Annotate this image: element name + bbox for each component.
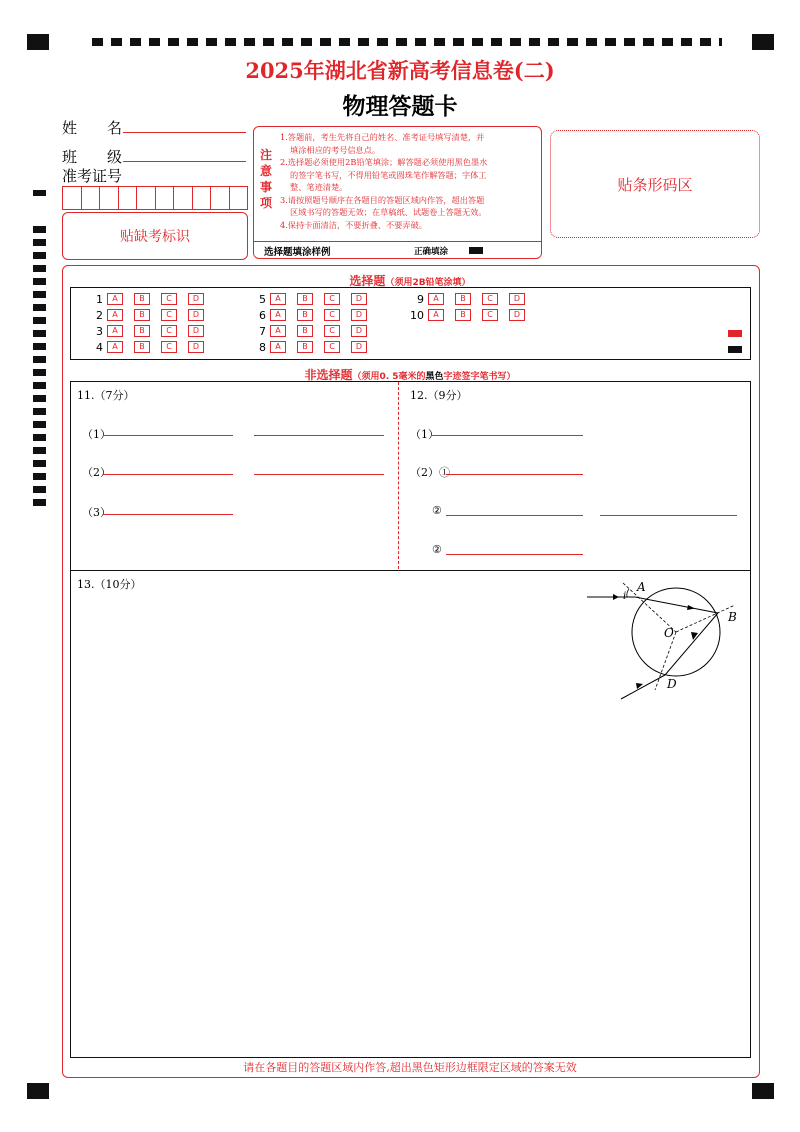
choice-question-4: [87, 340, 215, 354]
q12-part2b-label: ②: [432, 504, 442, 517]
choice-bubble-3-c[interactable]: C: [161, 325, 177, 337]
choice-section-note: （须用2B铅笔涂填）: [385, 278, 471, 288]
choice-bubble-4-d[interactable]: D: [188, 341, 204, 353]
registration-mark-top-right: [752, 34, 774, 50]
q11-part2-blank-a[interactable]: [103, 474, 233, 475]
q11-part3-blank[interactable]: [103, 514, 233, 515]
answer-sheet-title: 物理答题卡: [342, 94, 458, 120]
choice-question-1: [87, 292, 215, 306]
normal-at-a: [623, 583, 676, 632]
choice-bubble-10-a[interactable]: A: [428, 309, 444, 321]
choice-bubble-2-b[interactable]: B: [134, 309, 150, 321]
q11-part2-label: （2）: [82, 466, 111, 479]
nonchoice-note-prefix: （须用0. 5毫米的: [352, 372, 426, 382]
choice-bubble-6-a[interactable]: A: [270, 309, 286, 321]
choice-bubble-2-c[interactable]: C: [161, 309, 177, 321]
q12-part2c-label: ②: [432, 543, 442, 556]
choice-bubble-7-b[interactable]: B: [297, 325, 313, 337]
choice-bubble-9-d[interactable]: D: [509, 293, 525, 305]
notice-box: [253, 126, 542, 259]
notice-items: 1.答题前，考生先将自己的姓名、准考证号填写清楚，并 填涂相应的考号信息点。 2.选择题必须使用2B铅笔填涂；解答题必须使用黑色墨水 的签字笔书写，不得用铅笔或圆珠笔作解答题；字体工 整、笔迹清楚。 3.请按照题号顺序在各题目的答题区域内作答，超出答题 区域书写的答题无效；在草稿纸、试题卷上答题无效。 4.保持卡面清洁，不要折叠、不要弄破。: [280, 132, 488, 230]
choice-bubble-5-a[interactable]: A: [270, 293, 286, 305]
choice-bubble-6-b[interactable]: B: [297, 309, 313, 321]
choice-bubble-2-a[interactable]: A: [107, 309, 123, 321]
choice-bubble-10-d[interactable]: D: [509, 309, 525, 321]
choice-question-2: [87, 308, 215, 322]
choice-question-number: 1: [96, 292, 103, 306]
reflected-ray-bd: [665, 613, 718, 675]
choice-question-8: [250, 340, 378, 354]
choice-bubble-1-a[interactable]: A: [107, 293, 123, 305]
choice-question-number: 3: [96, 324, 103, 338]
q12-part2b-blank-a[interactable]: [446, 515, 583, 516]
q12-part2-blank[interactable]: [446, 474, 583, 475]
choice-question-number: 8: [259, 340, 266, 354]
choice-bubble-7-a[interactable]: A: [270, 325, 286, 337]
choice-question-number: 2: [96, 308, 103, 322]
q12-part2b-blank-b[interactable]: [600, 515, 737, 516]
choice-bubble-9-a[interactable]: A: [428, 293, 444, 305]
choice-question-number: 9: [417, 292, 424, 306]
registration-mark-bottom-right: [752, 1083, 774, 1099]
choice-question-number: 7: [259, 324, 266, 338]
reflected-ray-bd-arrow: [691, 632, 698, 640]
incidence-angle-arc: [627, 589, 629, 597]
label-d: D: [667, 677, 677, 691]
choice-section-title: 选择题: [349, 274, 386, 288]
choice-bubble-3-b[interactable]: B: [134, 325, 150, 337]
choice-bubble-6-d[interactable]: D: [351, 309, 367, 321]
choice-bubble-3-d[interactable]: D: [188, 325, 204, 337]
choice-bubble-4-c[interactable]: C: [161, 341, 177, 353]
q12-part2c-blank[interactable]: [446, 554, 583, 555]
q11-part1-label: （1）: [82, 428, 111, 441]
name-label: 姓 名: [62, 119, 123, 137]
choice-bubble-3-a[interactable]: A: [107, 325, 123, 337]
label-o: O: [664, 626, 674, 640]
q12-part1-blank[interactable]: [431, 435, 583, 436]
fill-sample-label: 选择题填涂样例: [264, 247, 331, 258]
choice-question-number: 6: [259, 308, 266, 322]
choice-bubble-4-a[interactable]: A: [107, 341, 123, 353]
barcode-area: [550, 130, 760, 238]
footer-warning: 请在各题目的答题区域内作答,超出黑色矩形边框限定区域的答案无效: [243, 1061, 577, 1074]
choice-bubble-5-c[interactable]: C: [324, 293, 340, 305]
missing-exam-label: 贴缺考标识: [120, 229, 190, 245]
label-b: B: [728, 610, 737, 624]
choice-question-6: [250, 308, 378, 322]
choice-mark-black: [728, 346, 742, 353]
exam-id-label: 准考证号: [62, 167, 123, 185]
exit-ray: [621, 675, 665, 699]
exam-title: 2025年湖北省新高考信息卷(二): [245, 58, 555, 83]
timing-mark-single: [33, 190, 46, 196]
choice-bubble-8-a[interactable]: A: [270, 341, 286, 353]
incident-ray-arrow: [613, 594, 619, 600]
choice-mark-red: [728, 330, 742, 337]
choice-bubble-5-b[interactable]: B: [297, 293, 313, 305]
label-i: i: [623, 591, 627, 602]
nonchoice-note-black: 黑色: [425, 372, 444, 382]
choice-question-3: [87, 324, 215, 338]
choice-bubble-8-c[interactable]: C: [324, 341, 340, 353]
timing-marks-top: [92, 38, 722, 46]
q11-part1-blank-b[interactable]: [254, 435, 384, 436]
missing-exam-sticker-area: [62, 212, 248, 260]
choice-question-7: [250, 324, 378, 338]
choice-question-number: 4: [96, 340, 103, 354]
choice-bubble-2-d[interactable]: D: [188, 309, 204, 321]
q11-part1-blank-a[interactable]: [103, 435, 233, 436]
choice-bubble-5-d[interactable]: D: [351, 293, 367, 305]
timing-marks-left: [33, 226, 46, 508]
choice-question-9: [408, 292, 536, 306]
choice-bubble-1-d[interactable]: D: [188, 293, 204, 305]
exam-id-boxes[interactable]: [62, 186, 248, 210]
q12-part2-label: （2）①: [410, 466, 450, 479]
nonchoice-section-title: 非选择题: [304, 368, 353, 382]
notice-heading: 注 意 事 项: [259, 148, 272, 210]
choice-bubble-9-c[interactable]: C: [482, 293, 498, 305]
choice-bubble-6-c[interactable]: C: [324, 309, 340, 321]
barcode-label: 贴条形码区: [617, 175, 693, 194]
choice-question-number: 5: [259, 292, 266, 306]
notice-divider: [254, 241, 541, 242]
class-field[interactable]: [123, 161, 246, 162]
q12-title: 12.（9分）: [410, 389, 468, 402]
choice-bubble-10-c[interactable]: C: [482, 309, 498, 321]
choice-bubble-1-b[interactable]: B: [134, 293, 150, 305]
q12-part1-label: （1）: [410, 428, 439, 441]
choice-bubble-7-d[interactable]: D: [351, 325, 367, 337]
choice-bubble-8-b[interactable]: B: [297, 341, 313, 353]
name-field[interactable]: [123, 132, 246, 133]
q11-title: 11.（7分）: [77, 389, 135, 402]
correct-fill-sample: [469, 247, 483, 254]
registration-mark-top-left: [27, 34, 49, 50]
registration-mark-bottom-left: [27, 1083, 49, 1099]
q13-optics-diagram: [585, 575, 745, 705]
choice-question-number: 10: [410, 308, 424, 322]
class-label: 班 级: [62, 148, 123, 166]
nonchoice-note-suffix: 字迹签字笔书写）: [443, 372, 516, 382]
choice-bubble-8-d[interactable]: D: [351, 341, 367, 353]
q11-part2-blank-b[interactable]: [254, 474, 384, 475]
choice-bubble-1-c[interactable]: C: [161, 293, 177, 305]
choice-bubble-10-b[interactable]: B: [455, 309, 471, 321]
choice-question-10: [408, 308, 536, 322]
choice-bubble-7-c[interactable]: C: [324, 325, 340, 337]
choice-question-5: [250, 292, 378, 306]
refracted-ray-ab-arrow: [687, 605, 695, 610]
q11-part3-label: （3）: [82, 506, 111, 519]
q13-title: 13.（10分）: [77, 578, 142, 591]
label-a: A: [637, 580, 646, 594]
q11-q12-divider: [398, 382, 399, 569]
choice-bubble-4-b[interactable]: B: [134, 341, 150, 353]
choice-bubble-9-b[interactable]: B: [455, 293, 471, 305]
correct-fill-label: 正确填涂: [414, 247, 449, 257]
